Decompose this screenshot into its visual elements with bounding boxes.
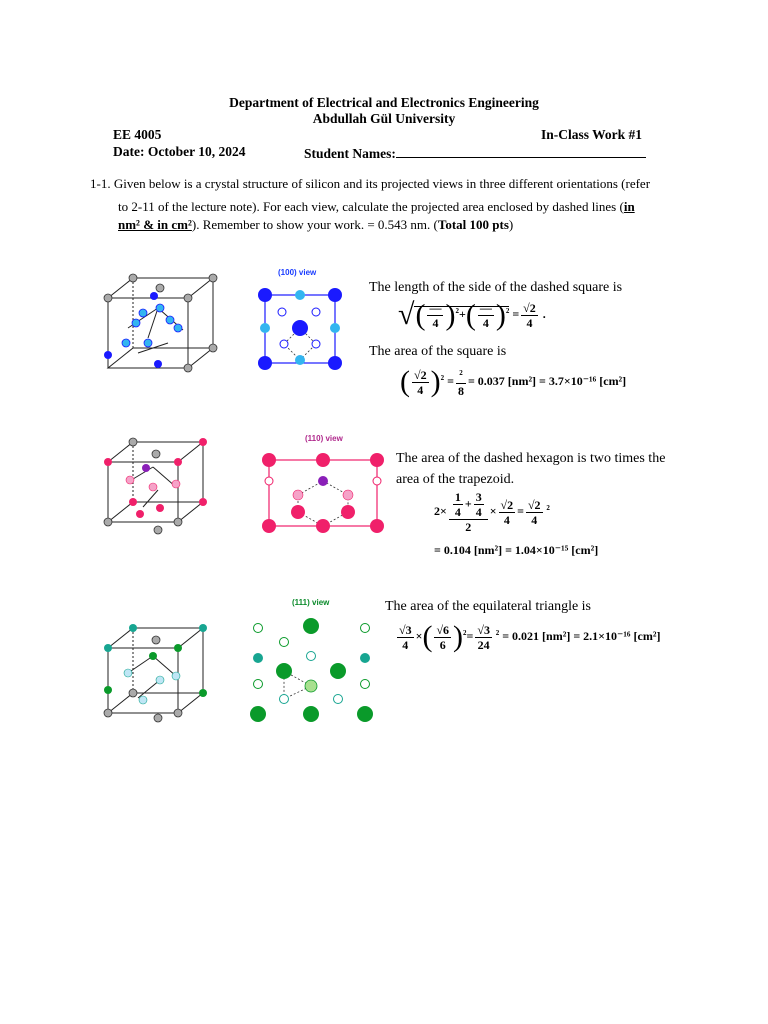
v110-trapezoid-text: area of the trapezoid.: [396, 472, 515, 487]
crystal-100-diagram: [98, 268, 228, 378]
view-111-label: (111) view: [292, 598, 330, 607]
date-line: Date: October 10, 2024: [113, 144, 246, 159]
view-100-label: (100) view: [278, 268, 317, 277]
v100-side-text: The length of the side of the dashed square is: [369, 280, 623, 295]
v110-area-equation: 2× $\frac{1}{4}$ + $\frac{3}{4}$ 2 × $\frac{√2}{4}$ = $\frac{√2}{4}$ $^2$: [434, 490, 550, 534]
student-names-label: Student Names:: [304, 146, 396, 161]
problem-line-3-end: ): [508, 217, 514, 232]
total-points: Total 100 pts: [437, 217, 509, 232]
v111-result: = 0.021 [nm²] = 2.1×10⁻¹⁶ [cm²]: [502, 628, 661, 643]
university-title: Abdullah Gül University: [312, 111, 456, 126]
v110-hexagon-text: The area of the dashed hexagon is two times the: [396, 451, 666, 466]
units-emphasis: nm² & in cm²: [118, 217, 192, 232]
crystal-110-diagram: [98, 432, 228, 542]
v110-result: = 0.104 [nm²] = 1.04×10⁻¹⁵ [cm²]: [434, 543, 599, 557]
work-title: In-Class Work #1: [541, 127, 643, 142]
projection-100-diagram: [252, 280, 348, 376]
v100-area-equation: ( $\frac{√2}{4}$ )$^2$ = $\frac{^2}{8}$ = 0.037 [nm²] = 3.7×10⁻¹⁶ [cm²]: [400, 365, 627, 398]
student-names-line: [304, 144, 646, 162]
course-code: EE 4005: [113, 127, 162, 142]
view-110-label: (110) view: [305, 434, 343, 443]
student-names-blank: [396, 144, 646, 158]
problem-line-3: [118, 213, 718, 236]
crystal-111-diagram: [98, 618, 228, 728]
v100-area-text: The area of the square is: [369, 344, 507, 359]
problem-line-1: 1-1. Given below is a crystal structure of silicon and its projected views in three different orientations (refer: [90, 176, 651, 191]
v111-area-equation: $\frac{√3}{4}$ ×( $\frac{√6}{6}$ )$^2$= $\frac{√3}{24}$ $^2$ = 0.021 [nm²] = 2.1×10⁻¹⁶ [cm²]: [399, 620, 661, 653]
problem-line-2-text: to 2-11 of the lecture note). For each view, calculate the projected area enclosed by dashed lines (: [118, 199, 624, 214]
problem-line-2-bold: in: [623, 199, 635, 214]
projection-111-diagram: [246, 612, 380, 724]
projection-110-diagram: [256, 448, 392, 538]
v111-triangle-text: The area of the equilateral triangle is: [385, 599, 592, 614]
v100-result: = 0.037 [nm²] = 3.7×10⁻¹⁶ [cm²]: [467, 373, 627, 388]
problem-line-3-text: ). Remember to show your work. = 0.543 nm. (: [191, 217, 438, 232]
department-title: Department of Electrical and Electronics Engineering: [229, 95, 539, 110]
v100-side-equation: √( $\frac{—}{4}$ )$^2$+( $\frac{—}{4}$ )$^2$ = $\frac{√2}{4}$ .: [398, 298, 546, 331]
